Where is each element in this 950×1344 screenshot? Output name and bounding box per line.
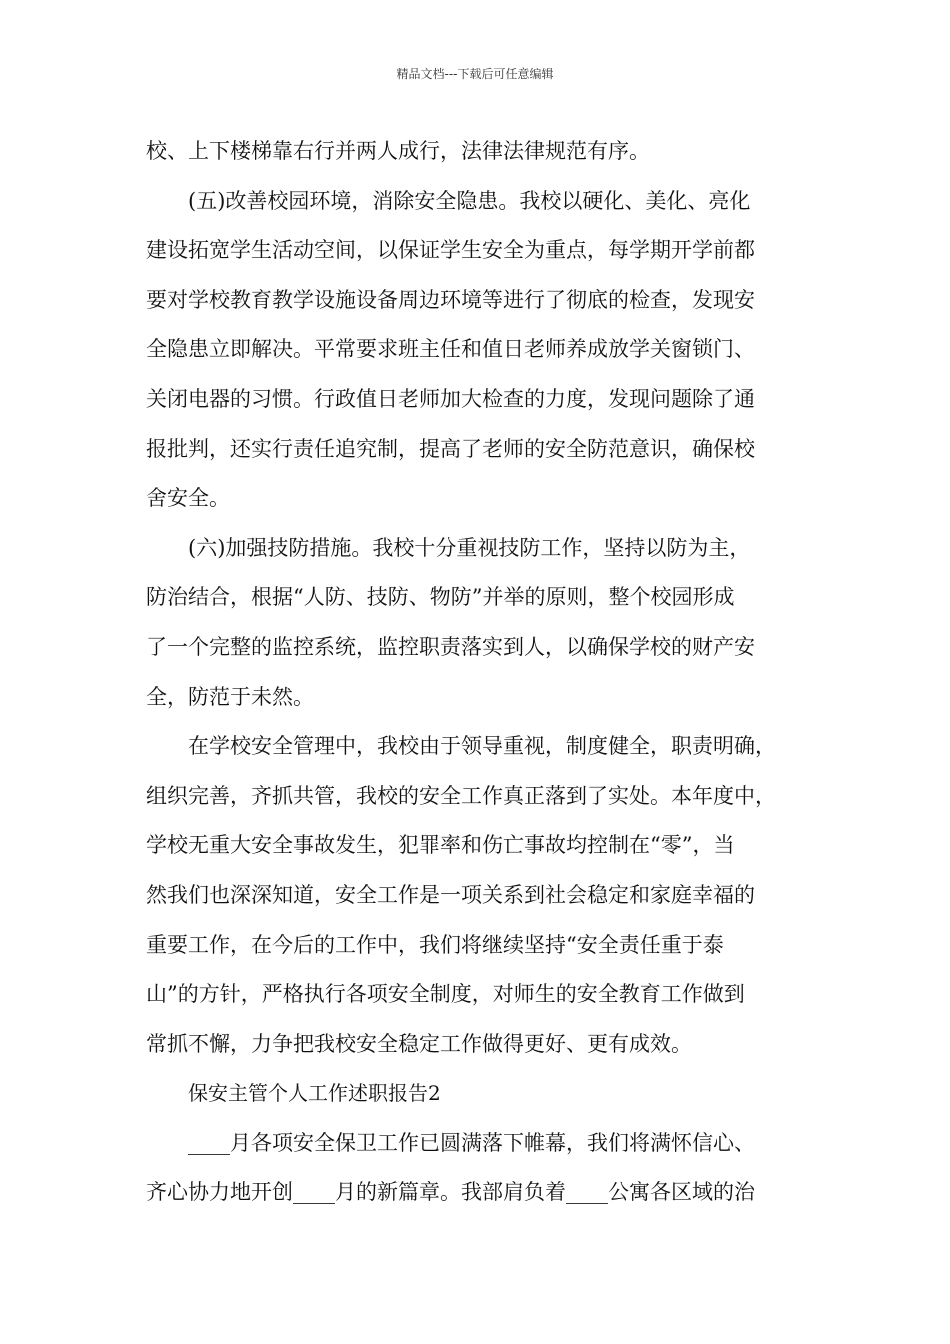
- text-line: 全，防范于未然。: [146, 684, 314, 709]
- text-line: 组织完善，齐抓共管，我校的安全工作真正落到了实处。本年度中，: [146, 783, 776, 808]
- text-line: 齐心协力地开创____月的新篇章。我部肩负着____公寓各区域的治: [146, 1180, 755, 1205]
- paragraph-start: 在学校安全管理中，我校由于领导重视，制度健全，职责明确，: [188, 734, 776, 759]
- text-line: 舍安全。: [146, 486, 230, 511]
- text-line: 建设拓宽学生活动空间，以保证学生安全为重点，每学期开学前都: [146, 238, 755, 263]
- text-line: 报批判，还实行责任追究制，提高了老师的安全防范意识，确保校: [146, 436, 755, 461]
- text-line: 然我们也深深知道，安全工作是一项关系到社会稳定和家庭幸福的: [146, 882, 755, 907]
- text-line: 校、上下楼梯靠右行并两人成行，法律法律规范有序。: [146, 139, 650, 163]
- paragraph-start: (五)改善校园环境，消除安全隐患。我校以硬化、美化、亮化: [188, 188, 751, 213]
- text-line: 学校无重大安全事故发生，犯罪率和伤亡事故均控制在“零”，当: [146, 833, 735, 858]
- paragraph-start: ____月各项安全保卫工作已圆满落下帷幕，我们将满怀信心、: [188, 1130, 755, 1155]
- text-line: 重要工作，在今后的工作中，我们将继续坚持“安全责任重于泰: [146, 932, 724, 957]
- section-heading: 保安主管个人工作述职报告2: [188, 1081, 441, 1106]
- document-body: [146, 127, 806, 1218]
- text-line: 常抓不懈，力争把我校安全稳定工作做得更好、更有成效。: [146, 1031, 692, 1056]
- text-line: 要对学校教育教学设施设备周边环境等进行了彻底的检查，发现安: [146, 287, 755, 312]
- page-header: 精品文档---下载后可任意编辑: [396, 67, 554, 81]
- text-line: 山”的方针，严格执行各项安全制度，对师生的安全教育工作做到: [146, 982, 745, 1007]
- paragraph-start: (六)加强技防措施。我校十分重视技防工作，坚持以防为主，: [188, 535, 751, 560]
- text-line: 了一个完整的监控系统，监控职责落实到人，以确保学校的财产安: [146, 634, 755, 659]
- text-line: 关闭电器的习惯。行政值日老师加大检查的力度，发现问题除了通: [146, 386, 755, 411]
- text-line: 全隐患立即解决。平常要求班主任和值日老师养成放学关窗锁门、: [146, 337, 755, 362]
- text-line: 防治结合，根据“人防、技防、物防”并举的原则，整个校园形成: [146, 585, 735, 610]
